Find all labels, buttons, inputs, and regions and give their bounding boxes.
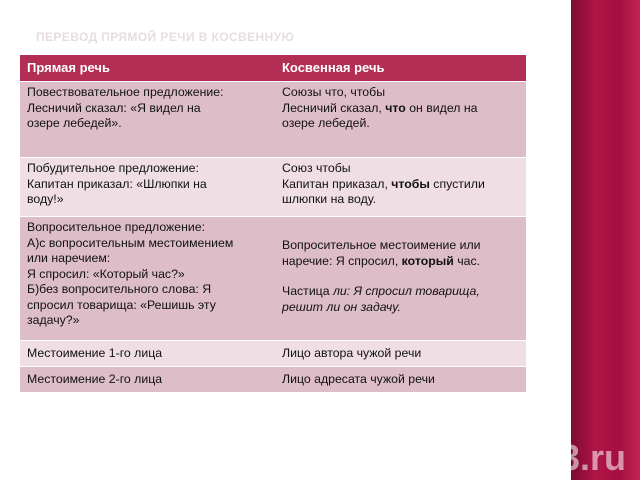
cell-direct: Побудительное предложение: Капитан приказал: «Шлюпки на воду!» <box>20 158 275 217</box>
table-row <box>20 217 526 341</box>
bold-conjunction: чтобы <box>391 176 430 191</box>
cell-indirect: Лицо адресата чужой речи <box>275 367 526 393</box>
cell-direct: Вопросительное предложение: А)с вопросительным местоимением или наречием: Я спросил: «Который час?» Б)без вопросительного слова: Я спросил товарища: «Решишь эту задачу?» <box>20 217 275 341</box>
table-row <box>20 82 526 158</box>
table-row <box>20 158 526 217</box>
italic-example: решит ли он задачу. <box>282 299 401 314</box>
cell-indirect: Вопросительное местоимение или наречие: Я спросил, который час. Частица ли: Я спросил товарища, решит ли он задачу. <box>275 217 526 341</box>
cell-direct: Повествовательное предложение: Лесничий сказал: «Я видел на озере лебедей». <box>20 82 275 158</box>
cell-indirect: Лицо автора чужой речи <box>275 341 526 367</box>
cell-direct: Местоимение 2-го лица <box>20 367 275 393</box>
table-row <box>20 367 526 393</box>
italic-example: ли: Я спросил товарища, <box>332 284 480 298</box>
slide-title: ПЕРЕВОД ПРЯМОЙ РЕЧИ В КОСВЕННУЮ <box>36 30 295 44</box>
speech-conversion-table <box>20 55 526 393</box>
bold-pronoun: который <box>401 253 454 268</box>
header-indirect-speech: Косвенная речь <box>275 55 526 82</box>
table-row <box>20 341 526 367</box>
cell-indirect: Союзы что, чтобы Лесничий сказал, что он видел на озере лебедей. <box>275 82 526 158</box>
cell-indirect: Союз чтобы Капитан приказал, чтобы спустили шлюпки на воду. <box>275 158 526 217</box>
cell-direct: Местоимение 1-го лица <box>20 341 275 367</box>
watermark-logo: 3.ru <box>560 437 627 478</box>
bold-conjunction: что <box>385 100 406 115</box>
header-direct-speech: Прямая речь <box>20 55 275 82</box>
decorative-side-bar <box>571 0 640 480</box>
table-header-row <box>20 55 526 82</box>
